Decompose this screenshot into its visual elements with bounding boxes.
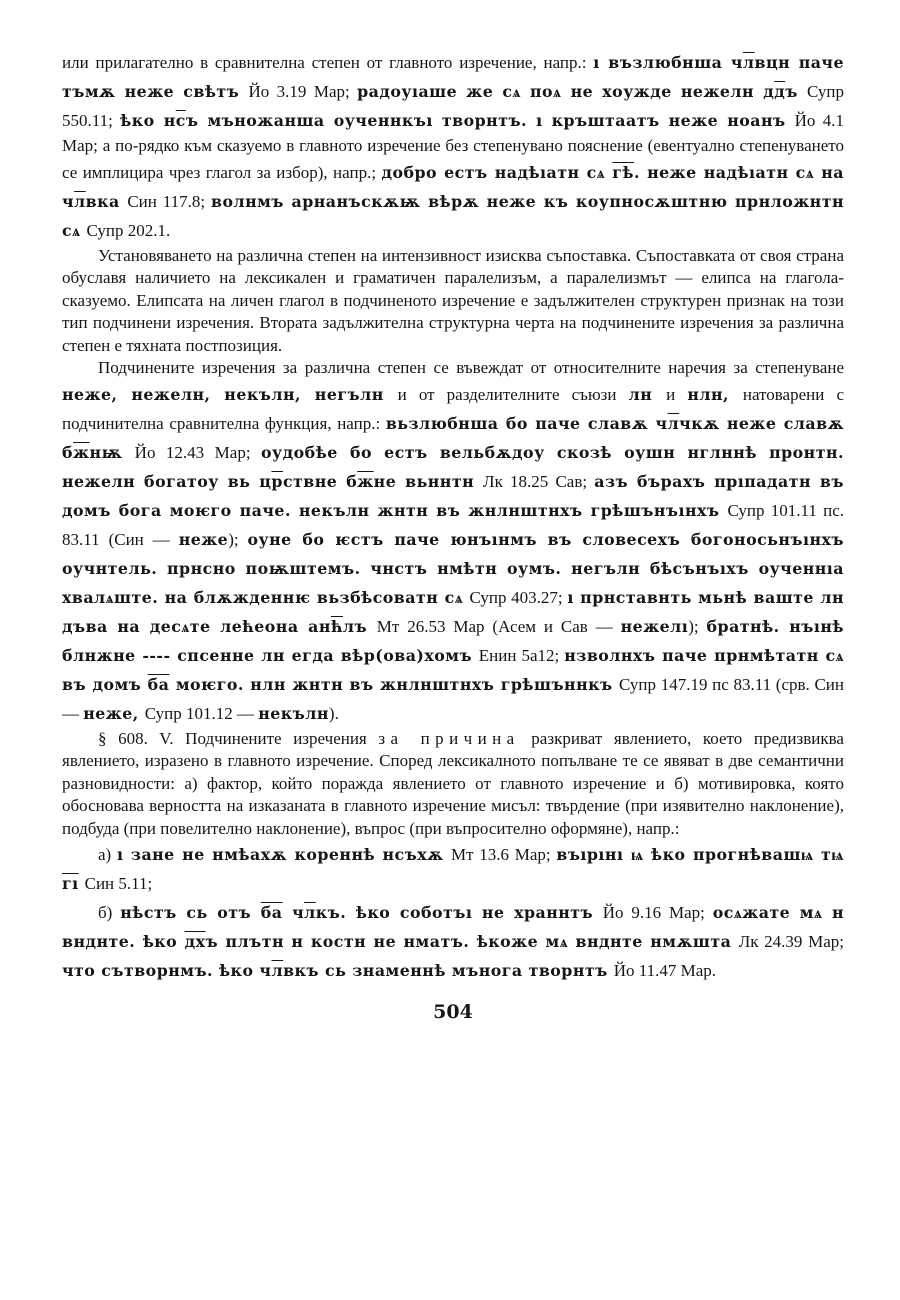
- text-run-ocs: моѥго. нлн жнтн въ жнлнштнхъ грѣшъннкъ: [169, 674, 620, 694]
- text-run-bg: ).: [328, 703, 339, 723]
- text-run-ocs-titlo: р: [271, 471, 283, 491]
- paragraph: [62, 840, 844, 898]
- text-run-bg: Син 5.11;: [84, 874, 153, 893]
- text-run-bg: или прилагателно в сравнителна степен от главното изречение, напр.:: [62, 53, 594, 72]
- text-run-ocs: вка: [85, 191, 128, 211]
- text-run-bg: а): [98, 845, 117, 864]
- text-run-bg: Супр 101.12 —: [144, 703, 259, 723]
- text-run-bg: Йо 12.43 Мар;: [134, 442, 262, 462]
- text-run-ocs-titlo: ж: [357, 471, 374, 491]
- text-run-ocs-titlo: дх: [184, 932, 206, 951]
- text-run-ocs: къ. ѣко соботъı не храннтъ: [315, 903, 603, 922]
- text-run-ocs: нлн,: [687, 384, 743, 404]
- text-run-ocs-titlo: ба: [147, 674, 170, 694]
- page-number: 504: [433, 1001, 473, 1023]
- text-run-ocs: некълн: [258, 703, 329, 723]
- text-run-bg: Установяването на различна степен на интензивност изисква съпоставка. Съпоставката от своя страна обуславя наличието на лексикален и граматичен паралелизъм, а паралелизмът — елипса на глагола-сказуемо. Елипсата на личен глагол в подчиненото изречение е задължителен структурен признак на този тип подчинени изречения. Втората задължителна структурна черта на подчинените изречения за различна степен е тяхната постпозиция.: [62, 245, 844, 355]
- text-run-bg: § 608. V. Подчинените изречения: [98, 728, 379, 748]
- text-run-ocs-titlo: ба: [260, 903, 283, 922]
- text-run-bg: и: [666, 384, 688, 404]
- text-run-bg: Мт 13.6 Мар;: [451, 845, 557, 864]
- text-run-bg: Супр 202.1.: [86, 220, 171, 240]
- text-run-ocs: не вьннтн: [373, 471, 484, 491]
- text-run-ocs: добро естъ надѣıатн сѧ: [381, 162, 613, 182]
- text-run-ocs: что сътворнмъ. ѣко ч: [62, 961, 272, 980]
- text-run-ocs: ч: [282, 903, 305, 922]
- text-run-ocs-titlo: л: [304, 903, 316, 922]
- text-run-ocs-titlo: л: [74, 191, 86, 211]
- text-run-ocs: нежелı: [620, 616, 689, 636]
- text-run-ocs-titlo: д: [774, 82, 786, 101]
- text-run-ocs: нзволнхъ паче прнмѣтатн сѧ въ домъ: [62, 645, 844, 694]
- text-run-bg: б): [98, 903, 121, 922]
- text-run-ocs-titlo: гѣ: [612, 162, 634, 182]
- paragraph: [62, 357, 844, 728]
- text-run-bg: );: [688, 616, 707, 636]
- text-run-ocs: вьзлюбнша бо паче славѫ ч: [385, 413, 668, 433]
- text-run-ocs-titlo: ћ: [330, 616, 343, 636]
- text-run-ocs: неже: [178, 529, 229, 549]
- text-run-ocs: ı възлюбнша ч: [593, 53, 743, 72]
- text-run-bg: натоварени с подчинителна сравнителна функция, напр.:: [62, 384, 845, 433]
- text-run-bg: Йо 3.19 Мар;: [248, 82, 358, 101]
- text-run-ocs: чкѫ неже славѫ б: [62, 413, 845, 462]
- text-run-ocs: ı зане не нмѣахѫ кореннѣ нсъхѫ: [116, 845, 452, 864]
- text-run-bg: Мт 26.53 Мар (Асем и Сав —: [376, 616, 621, 636]
- text-run-bg: Подчинените изречения за различна степен се въвеждат от относителните наречия за степенуване: [98, 358, 844, 377]
- text-run-ocs: ъ плътн н костн не нматъ. ѣкоже мѧ внднте нмѫшта: [205, 932, 739, 951]
- text-run-bg: Йо 4.1 Мар; а по-рядко към сказуемо в главното изречение без степенувано пояснение (евентуално степенуването се имплицира чрез глагол за избор), напр.;: [62, 111, 844, 182]
- text-run-ocs: волнмъ арнанъскѫѭ вѣрѫ неже къ коупносѫштню прнложнтн сѧ: [62, 191, 844, 240]
- text-run-ocs: ствне б: [282, 471, 358, 491]
- text-run-ocs-titlo: с: [175, 111, 186, 130]
- text-run-ocs: ı прнставнть мьнѣ ваште лн дъва на десѧте лећеона ан: [62, 587, 844, 636]
- text-run-ocs-titlo: ж: [73, 442, 90, 462]
- text-run-ocs: осѧжате мѧ н внднте. ѣко: [62, 903, 845, 951]
- text-run-bg: Супр 550.11;: [62, 82, 844, 130]
- text-run-bg: );: [228, 529, 248, 549]
- text-run-ocs: нѣстъ сь отъ: [120, 903, 261, 922]
- text-run-ocs: ъ мъножанша оученнкъı творнтъ. ı кръштаатъ неже ноанъ: [185, 111, 795, 130]
- text-run-bg: разкриват явлението, което предизвиква явлението, изразено в главното изречение. Според лексикалното попълване те се явяват в две семантични разновидности: а) фактор, който поражда явлението от главното изречение и б) мотивировка, която обосновава верността на изказаната в главното изречение мисъл: твърдение (при изявително наклонение), подбуда (при повелително наклонение), въпрос (при въпросително оформяне), напр.:: [62, 728, 844, 838]
- text-run-ocs: лн: [628, 384, 667, 404]
- text-run-bg: Супр 147.19 пс 83.11 (срв. Син —: [62, 674, 845, 723]
- text-run-ocs: оудобѣе бо естъ вельбѫдоу скозѣ оушн нглннѣ пронтн. нежелн богатоу вь ц: [62, 442, 844, 491]
- text-run-ocs: . неже надѣıатн сѧ на ч: [62, 162, 844, 211]
- paragraph: [62, 245, 844, 358]
- text-run-bg: Енин 5а12;: [478, 645, 565, 665]
- text-run-ocs: братнѣ. нъıнѣ блнжне ---- спсенне лн егда вѣр(ова)хомъ: [62, 616, 844, 665]
- text-run-bg: Супр 101.11 пс. 83.11 (Син —: [62, 500, 844, 549]
- text-run-ocs: вцн паче тъмѫ неже свѣтъ: [62, 53, 844, 101]
- text-run-ocs: ѣко н: [120, 111, 176, 130]
- text-run-ocs: вкъ сь знаменнѣ мънога творнтъ: [283, 961, 614, 980]
- text-run-bg: Йо 11.47 Мар.: [613, 961, 716, 980]
- paragraph: [62, 898, 844, 985]
- text-run-bg: и от разделителните съюзи: [397, 384, 629, 404]
- text-run-ocs: нѭ: [89, 442, 135, 462]
- text-run-ocs: неже,: [83, 703, 145, 723]
- text-run-ocs: радоуıаше же сѧ поѧ не хоужде нежелн д: [357, 82, 775, 101]
- text-run-bg: Супр 403.27;: [469, 587, 568, 607]
- text-run-sp: за причина: [378, 728, 520, 748]
- text-run-ocs: въıрıнı ѩ ѣко прогнѣвашѩ тѩ: [556, 845, 844, 864]
- text-run-bg: Лк 18.25 Сав;: [483, 471, 595, 491]
- text-run-ocs-titlo: л: [667, 413, 680, 433]
- text-run-ocs-titlo: л: [271, 961, 284, 980]
- text-run-ocs: ъ: [785, 82, 807, 101]
- paragraph: [62, 48, 844, 245]
- text-run-ocs: неже, нежелн, некълн, негълн: [62, 384, 398, 404]
- text-run-ocs-titlo: гı: [62, 874, 79, 893]
- text-run-ocs-titlo: л: [742, 53, 755, 72]
- paragraph: [62, 728, 844, 841]
- text-block: [62, 48, 844, 985]
- text-run-bg: Лк 24.39 Мар;: [738, 932, 844, 951]
- text-run-bg: Йо 9.16 Мар;: [602, 903, 713, 922]
- text-run-ocs: азъ бърахъ прıпадатн въ домъ бога моѥго паче. некълн жнтн въ жнлнштнхъ грѣшънъıнхъ: [62, 471, 844, 520]
- text-run-ocs: оуне бо ѥстъ паче юнъıнмъ въ словесехъ богоносьнъıнхъ оучнтель. прнсно поѭштемъ. чнстъ нмѣтн оумъ. негълн бѣсънъıхъ оученнıа хвалѧште. на блѫжденнѥ вьзбѣсоватн сѧ: [62, 529, 844, 607]
- text-run-bg: Син 117.8;: [127, 191, 211, 211]
- text-run-ocs: лъ: [342, 616, 377, 636]
